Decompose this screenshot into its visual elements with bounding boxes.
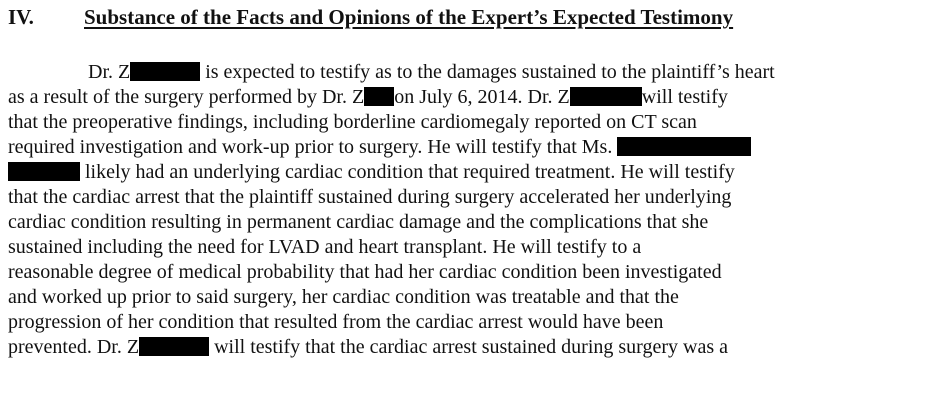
- paragraph-line: [8, 60, 930, 85]
- line-text: will testify that the cardiac arrest sustained during surgery was a: [209, 336, 728, 358]
- redaction-bar: [617, 137, 751, 156]
- redaction-bar: [570, 87, 642, 106]
- redaction-bar: [130, 62, 200, 81]
- line-text: progression of her condition that resulted from the cardiac arrest would have been: [8, 311, 664, 333]
- redaction-bar: [139, 337, 209, 356]
- paragraph-line: [8, 335, 930, 360]
- line-text: prevented. Dr. Z: [8, 336, 140, 358]
- redaction-bar: [364, 87, 394, 106]
- paragraph-line: [8, 310, 930, 335]
- line-text: Dr. Z: [88, 61, 131, 83]
- paragraph-line: [8, 285, 930, 310]
- paragraph-line: [8, 185, 930, 210]
- testimony-paragraph: [8, 60, 930, 360]
- paragraph-line: [8, 110, 930, 135]
- line-text: will testify: [641, 86, 728, 108]
- paragraph-line: [8, 160, 930, 185]
- line-text: is expected to testify as to the damages sustained to the plaintiff’s heart: [200, 61, 775, 83]
- line-text: likely had an underlying cardiac condition that required treatment. He will testify: [80, 161, 735, 183]
- line-text: and worked up prior to said surgery, her cardiac condition was treatable and that the: [8, 286, 679, 308]
- paragraph-line: [8, 85, 930, 110]
- paragraph-line: [8, 210, 930, 235]
- line-text: that the preoperative findings, including borderline cardiomegaly reported on CT scan: [8, 111, 697, 133]
- paragraph-line: [8, 235, 930, 260]
- section-number: IV.: [8, 5, 34, 29]
- line-text: reasonable degree of medical probability that had her cardiac condition been investigated: [8, 261, 722, 283]
- line-text: as a result of the surgery performed by Dr. Z: [8, 86, 365, 108]
- paragraph-line: [8, 260, 930, 285]
- paragraph-line: [8, 135, 930, 160]
- line-text: required investigation and work-up prior to surgery. He will testify that Ms.: [8, 136, 613, 158]
- line-text: that the cardiac arrest that the plaintiff sustained during surgery accelerated her underlying: [8, 186, 732, 208]
- line-text: sustained including the need for LVAD and heart transplant. He will testify to a: [8, 236, 642, 258]
- line-text: cardiac condition resulting in permanent cardiac damage and the complications that she: [8, 211, 709, 233]
- section-title: Substance of the Facts and Opinions of the Expert’s Expected Testimony: [84, 5, 734, 29]
- redaction-bar: [8, 162, 80, 181]
- line-text: on July 6, 2014. Dr. Z: [394, 86, 570, 108]
- section-heading: [8, 5, 733, 30]
